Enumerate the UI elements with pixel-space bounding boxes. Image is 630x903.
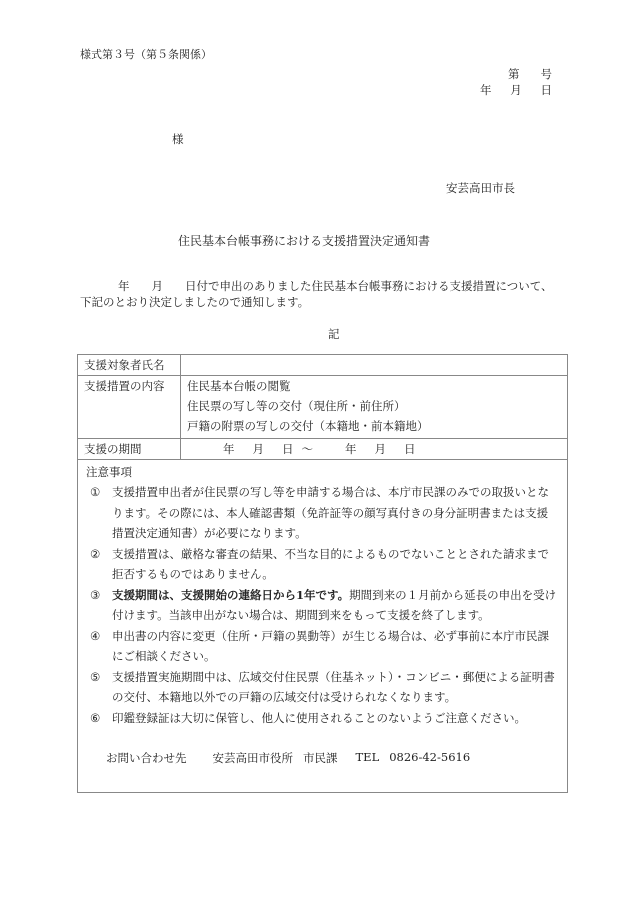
period-from-month: 月 xyxy=(252,442,264,456)
note-emphasis: 支援期間は、支援開始の連絡日から1年です。 xyxy=(112,587,350,602)
doc-number-prefix: 第 xyxy=(508,67,520,81)
ki-heading: 記 xyxy=(328,327,340,341)
contact-info xyxy=(106,750,559,766)
period-from-day: 日 xyxy=(282,442,294,456)
notes-cell xyxy=(78,460,568,793)
notes-heading: 注意事項 xyxy=(86,465,132,479)
body-year: 年 xyxy=(118,279,130,293)
period-to-year: 年 xyxy=(345,442,357,456)
value-target-name xyxy=(181,355,568,376)
body-line-2: 下記のとおり決定しましたので通知します。 xyxy=(80,295,310,309)
contact-office: 安芸高田市役所 xyxy=(212,751,293,765)
addressee-suffix: 様 xyxy=(172,132,184,146)
date-year: 年 xyxy=(480,83,492,97)
note-item: ⑥ 印鑑登録証は大切に保管し、他人に使用されることのないようご注意ください。 xyxy=(90,710,526,725)
issuer: 安芸高田市長 xyxy=(446,181,515,195)
note-item: ② 支援措置は、厳格な審査の結果、不当な目的によるものでないこととされた請求まで拒否するものではありません。 xyxy=(90,546,549,581)
page-title: 住民基本台帳事務における支援措置決定通知書 xyxy=(178,234,431,248)
note-item: ③ 支援期間は、支援開始の連絡日から1年です。期間到来の１月前から延長の申出を受け付けます。当該申出がない場合は、期間到来をもって支援を終了します。 xyxy=(90,587,557,622)
body-line-1 xyxy=(118,278,553,294)
note-item: ⑤ 支援措置実施期間中は、広域交付住民票（住基ネット）・コンビニ・郵便による証明書の交付、本籍地以外での戸籍の広域交付は受けられなくなります。 xyxy=(90,669,555,704)
period-to-month: 月 xyxy=(374,442,386,456)
note-item: ④ 申出書の内容に変更（住所・戸籍の異動等）が生じる場合は、必ず事前に本庁市民課にご相談ください。 xyxy=(90,628,549,663)
table-row-name xyxy=(78,355,568,376)
table-row-period xyxy=(78,439,568,460)
period-tilde: ～ xyxy=(301,442,313,456)
label-target-name: 支援対象者氏名 xyxy=(78,355,181,376)
value-period xyxy=(181,439,568,460)
date-month: 月 xyxy=(510,83,522,97)
details-table xyxy=(77,354,568,793)
note-item: ① 支援措置申出者が住民票の写し等を申請する場合は、本庁市民課のみでの取扱いとなります。その際には、本人確認書類（免許証等の顔写真付きの身分証明書または支援措置決定通知書）が必要になります。 xyxy=(90,485,549,540)
contact-tel-label: TEL xyxy=(355,750,380,764)
document-number xyxy=(508,66,552,82)
label-period: 支援の期間 xyxy=(78,439,181,460)
table-row-notes xyxy=(78,460,568,793)
contact-label: お問い合わせ先 xyxy=(106,751,187,765)
label-measure-content: 支援措置の内容 xyxy=(78,376,181,439)
period-from-year: 年 xyxy=(223,442,235,456)
contact-dept: 市民課 xyxy=(303,751,338,765)
measure-item: 戸籍の附票の写しの交付（本籍地・前本籍地） xyxy=(187,419,429,433)
period-to-day: 日 xyxy=(404,442,416,456)
value-measure-content xyxy=(181,376,568,439)
form-number: 様式第３号（第５条関係） xyxy=(80,48,212,61)
body-text: 日付で申出のありました住民基本台帳事務における支援措置について、 xyxy=(185,279,553,293)
measure-item: 住民基本台帳の閲覧 xyxy=(187,379,291,393)
body-month: 月 xyxy=(151,279,163,293)
doc-number-suffix: 号 xyxy=(540,67,552,81)
document-date xyxy=(480,82,552,98)
measure-item: 住民票の写し等の交付（現住所・前住所） xyxy=(187,399,406,413)
table-row-content xyxy=(78,376,568,439)
date-day: 日 xyxy=(540,83,552,97)
contact-tel: 0826-42-5616 xyxy=(389,750,471,764)
